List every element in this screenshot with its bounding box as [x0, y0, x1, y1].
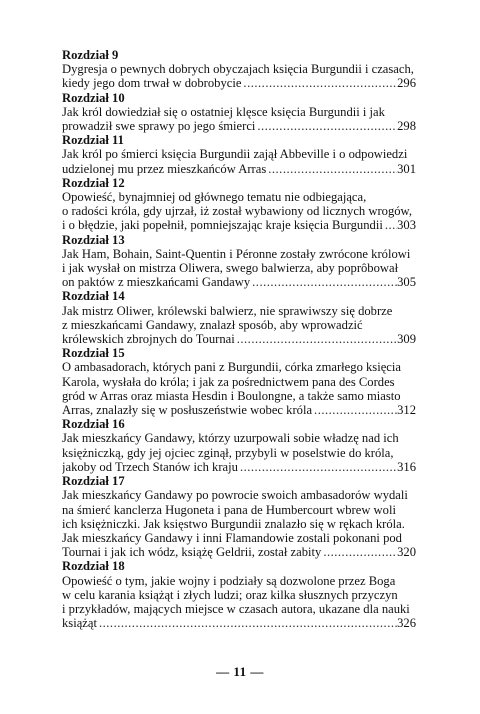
dot-leader	[238, 460, 397, 474]
entry-last-line	[62, 76, 416, 90]
page-reference: 320	[397, 545, 416, 560]
entry-text-line: Jak mieszkańcy Gandawy i inni Flamandowie zostali pokonani pod	[62, 530, 402, 545]
dot-leader	[241, 76, 397, 90]
table-of-contents	[62, 48, 416, 630]
entry-text-line: książąt	[62, 616, 97, 631]
toc-entry	[62, 474, 416, 559]
page-reference: 301	[397, 161, 416, 176]
page-reference: 309	[397, 332, 416, 347]
entry-last-line	[62, 218, 416, 232]
entry-last-line	[62, 162, 416, 176]
dot-leader	[266, 162, 397, 176]
entry-text-line: Jak mieszkańcy Gandawy, którzy uzurpowali sobie władzę nad ich	[62, 431, 399, 446]
entry-text-line: Opowieść o tym, jakie wojny i podziały są dozwolone przez Boga	[62, 573, 396, 588]
chapter-heading: Rozdział 12	[62, 175, 125, 190]
chapter-heading: Rozdział 13	[62, 232, 125, 247]
entry-text-line: prowadził swe sprawy po jego śmierci	[62, 119, 256, 134]
toc-entry	[62, 91, 416, 134]
entry-text-line: O ambasadorach, których pani z Burgundii, córka zmarłego księcia	[62, 360, 401, 375]
entry-last-line	[62, 403, 416, 417]
entry-last-line	[62, 616, 416, 630]
page-reference: 303	[397, 218, 416, 233]
toc-entry	[62, 133, 416, 176]
page-reference: 316	[397, 459, 416, 474]
chapter-heading: Rozdział 11	[62, 133, 124, 148]
entry-text-line: i jak wysłał on mistrza Oliwera, swego balwierza, aby poprôbował	[62, 261, 399, 276]
dot-leader	[255, 119, 397, 133]
entry-text-line: Dygresja o pewnych dobrych obyczajach księcia Burgundii i czasach,	[62, 62, 414, 77]
entry-text-line: Tournai i jak ich wódz, książę Geldrii, został zabity	[62, 545, 322, 560]
dot-leader	[250, 275, 397, 289]
toc-entry	[62, 289, 416, 346]
chapter-heading: Rozdział 16	[62, 417, 125, 432]
entry-last-line	[62, 545, 416, 559]
entry-text-line: Opowieść, bynajmniej od głównego tematu nie odbiegająca,	[62, 190, 367, 205]
entry-text-line: i przykładów, mających miejsce w czasach autora, ukazane dla nauki	[62, 601, 410, 616]
entry-text-line: w celu karania książąt i złych ludzi; oraz kilka słusznych przyczyn	[62, 587, 398, 602]
entry-text-line: na śmierć kanclerza Hugoneta i pana de Humbercourt wbrew woli	[62, 502, 396, 517]
entry-text-line: księżniczką, gdy jej ojciec zginął, przybyli w poselstwie do króla,	[62, 445, 394, 460]
chapter-heading: Rozdział 10	[62, 90, 125, 105]
entry-text-line: Jak Ham, Bohain, Saint-Quentin i Péronne zostały zwrócone królowi	[62, 246, 411, 261]
page-reference: 312	[397, 403, 416, 418]
entry-last-line	[62, 332, 416, 346]
chapter-heading: Rozdział 17	[62, 474, 125, 489]
page-reference: 305	[397, 275, 416, 290]
entry-text-line: i o błędzie, jaki popełnił, pomniejszając kraje księcia Burgundii	[62, 218, 383, 233]
dot-leader	[383, 218, 397, 232]
chapter-heading: Rozdział 15	[62, 346, 125, 361]
page-reference: 298	[397, 119, 416, 134]
dot-leader	[312, 403, 397, 417]
dot-leader	[97, 616, 397, 630]
chapter-heading: Rozdział 14	[62, 289, 125, 304]
entry-text-line: Karola, wysłała do króla; i jak za pośrednictwem pana des Cordes	[62, 374, 395, 389]
entry-text-line: udzielonej mu przez mieszkańców Arras	[62, 161, 267, 176]
entry-text-line: on paktów z mieszkańcami Gandawy	[62, 275, 251, 290]
chapter-heading: Rozdział 18	[62, 559, 125, 574]
chapter-heading: Rozdział 9	[62, 48, 119, 62]
entry-text-line: jakoby od Trzech Stanów ich kraju	[62, 459, 238, 474]
entry-text-line: Jak król po śmierci księcia Burgundii zajął Abbeville i o odpowiedzi	[62, 147, 408, 162]
page-reference: 296	[397, 76, 416, 91]
entry-text-line: Jak król dowiedział się o ostatniej klęsce księcia Burgundii i jak	[62, 104, 385, 119]
entry-text-line: Arras, znalazły się w posłuszeństwie wobec króla	[62, 403, 313, 418]
entry-text-line: z mieszkańcami Gandawy, znalazł sposób, aby wprowadzić	[62, 317, 363, 332]
toc-entry	[62, 559, 416, 630]
dot-leader	[235, 332, 397, 346]
toc-entry	[62, 48, 416, 91]
entry-last-line	[62, 460, 416, 474]
entry-text-line: o radości króla, gdy ujrzał, iż został wybawiony od licznych wrogów,	[62, 204, 412, 219]
dot-leader	[321, 545, 397, 559]
entry-last-line	[62, 275, 416, 289]
entry-text-line: kiedy jego dom trwał w dobrobycie	[62, 76, 242, 91]
entry-text-line: ich księżniczki. Jak księstwo Burgundii znalazło się w rękach króla.	[62, 516, 405, 531]
toc-entry	[62, 417, 416, 474]
toc-entry	[62, 346, 416, 417]
entry-text-line: królewskich zbrojnych do Tournai	[62, 332, 235, 347]
toc-entry	[62, 233, 416, 290]
entry-last-line	[62, 119, 416, 133]
entry-text-line: Jak mieszkańcy Gandawy po powrocie swoich ambasadorów wydali	[62, 488, 408, 503]
entry-text-line: gród w Arras oraz miasta Hesdin i Boulongne, a także samo miasto	[62, 388, 401, 403]
page-reference: 326	[397, 616, 416, 631]
entry-text-line: Jak mistrz Oliwer, królewski balwierz, nie sprawiwszy się dobrze	[62, 303, 393, 318]
page-number: — 11 —	[216, 664, 264, 679]
toc-entry	[62, 176, 416, 233]
